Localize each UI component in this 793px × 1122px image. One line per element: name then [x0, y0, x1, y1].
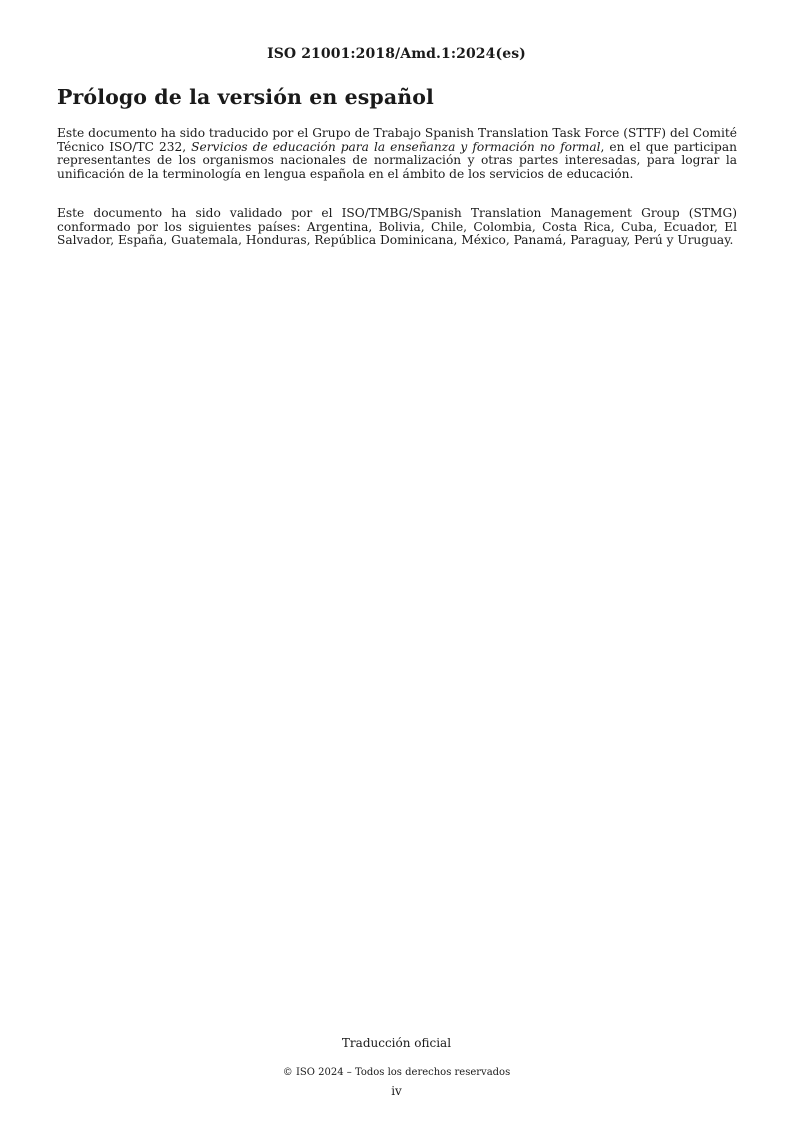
paragraph-translation-start: Este documento ha sido traducido por el Grupo de Trabajo Spanish Translation Task Force (STTF) del Comité Técnico ISO/TC 232, — [57, 126, 737, 154]
footer-official-translation: Traducción oficial — [341, 1036, 452, 1050]
document-header: ISO 21001:2018/Amd.1:2024(es) — [267, 46, 526, 62]
page-number: iv — [391, 1084, 402, 1098]
paragraph-translation-end: , en el que participan representantes de los organismos nacionales de normalización y otras partes interesadas, para lograr la unificación de la terminología en lengua española en el ámbito de los servicios de educación. — [57, 139, 737, 181]
committee-name: Servicios de educación para la enseñanza y formación no formal — [191, 139, 601, 154]
footer-copyright: © ISO 2024 – Todos los derechos reservados — [282, 1067, 511, 1078]
paragraph-translation — [57, 127, 737, 181]
paragraph-validation: Este documento ha sido validado por el ISO/TMBG/Spanish Translation Management Group (STMG) conformado por los siguientes países: Argentina, Bolivia, Chile, Colombia, Costa Rica, Cuba, Ecuador, El Salvador, España, Guatemala, Honduras, República Dominicana, México, Panamá, Paraguay, Perú y Uruguay. — [57, 206, 737, 248]
section-title: Prólogo de la versión en español — [57, 85, 434, 109]
